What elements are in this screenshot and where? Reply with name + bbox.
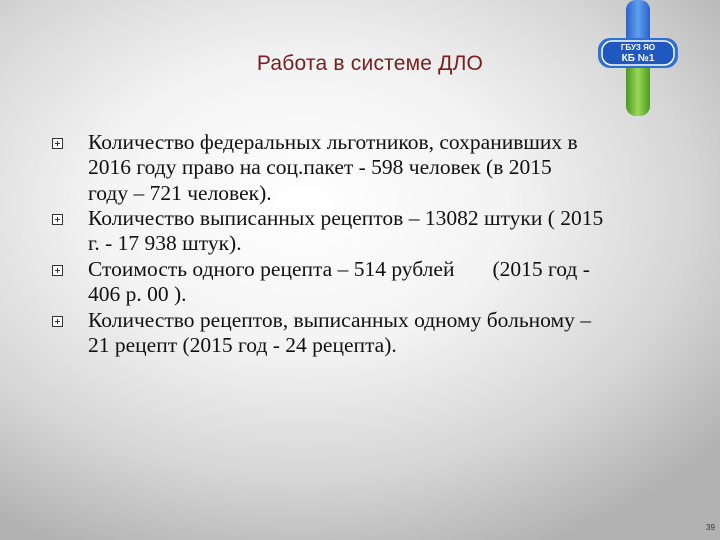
bullet-box-icon bbox=[52, 265, 63, 276]
bullet-box-icon bbox=[52, 316, 63, 327]
bullet-line: 406 р. 00 ). bbox=[88, 282, 187, 307]
bullet-prescriptions-count bbox=[48, 206, 688, 257]
bullet-line: Количество выписанных рецептов – 13082 штуки ( 2015 bbox=[88, 206, 604, 231]
hospital-logo bbox=[596, 0, 680, 120]
bullet-line: Количество рецептов, выписанных одному больному – bbox=[88, 307, 591, 332]
logo-line1: ГБУЗ ЯО bbox=[620, 43, 656, 52]
bullet-box-icon bbox=[52, 138, 63, 149]
bullet-line: 21 рецепт (2015 год - 24 рецепта). bbox=[88, 332, 397, 357]
page-number: 39 bbox=[706, 523, 715, 532]
bullet-line: Стоимость одного рецепта – 514 рублей bbox=[88, 256, 455, 281]
logo-line2: КБ №1 bbox=[621, 53, 655, 64]
bullet-line: 2016 году право на соц.пакет - 598 человек (в 2015 bbox=[88, 155, 552, 180]
bullet-line: (2015 год - bbox=[492, 256, 590, 281]
slide-title: Работа в системе ДЛО bbox=[256, 52, 484, 75]
bullet-federal-beneficiaries bbox=[48, 130, 688, 206]
bullet-prescription-cost bbox=[48, 257, 688, 308]
bullet-line: Количество федеральных льготников, сохранивших в bbox=[88, 130, 578, 154]
bullet-line: году – 721 человек). bbox=[88, 180, 272, 205]
bullet-list bbox=[48, 130, 688, 358]
bullet-line: г. - 17 938 штук). bbox=[88, 231, 242, 256]
bullet-prescriptions-per-patient bbox=[48, 308, 688, 359]
bullet-box-icon bbox=[52, 214, 63, 225]
